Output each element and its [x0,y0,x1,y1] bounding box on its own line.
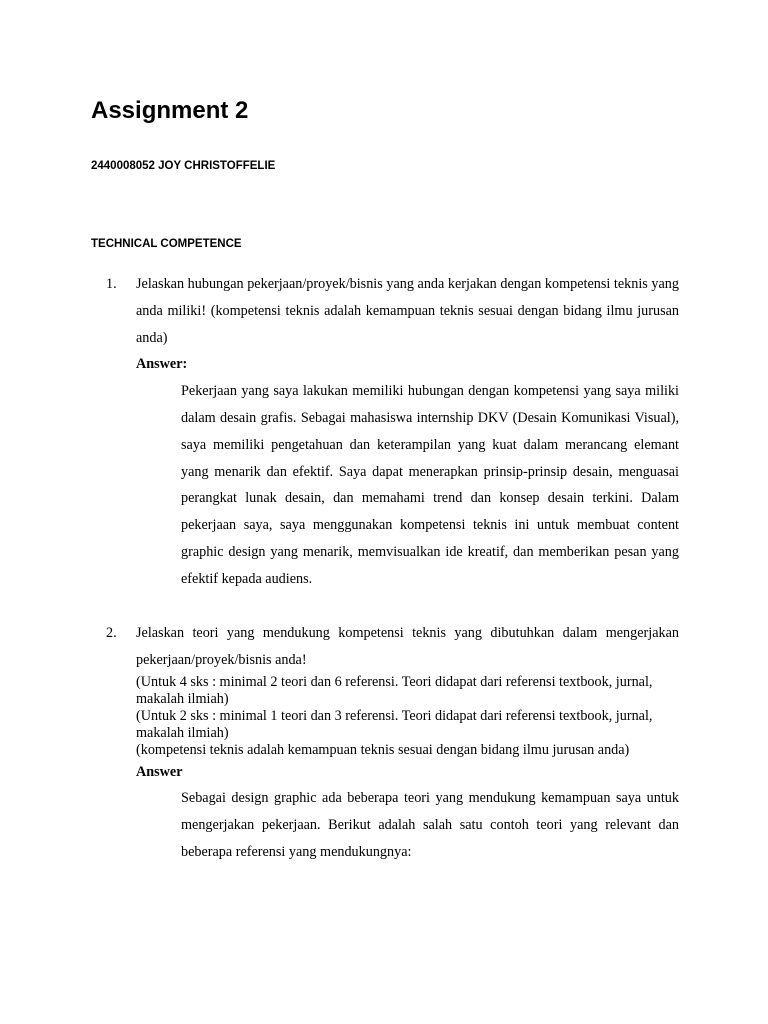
document-title: Assignment 2 [91,97,249,124]
question-number-label: 2. [106,625,117,641]
answer-label: Answer: [136,356,188,373]
question-note: (Untuk 4 sks : minimal 2 teori dan 6 referensi. Teori didapat dari referensi textbook, jurnal, makalah ilmiah) [136,673,653,707]
author-line: 2440008052 JOY CHRISTOFFELIE [91,160,276,172]
question-note: (Untuk 2 sks : minimal 1 teori dan 3 referensi. Teori didapat dari referensi textbook, jurnal, makalah ilmiah) [136,707,653,741]
question-number [91,620,136,674]
question-2 [91,620,681,866]
question-text: Jelaskan hubungan pekerjaan/proyek/bisnis yang anda kerjakan dengan kompetensi teknis yang anda miliki! (kompetensi teknis adalah kemampuan teknis sesuai dengan bidang ilmu jurusan anda) [136,276,679,346]
answer-label: Answer [136,763,183,780]
question-1 [91,271,681,593]
question-note: (kompetensi teknis adalah kemampuan teknis sesuai dengan bidang ilmu jurusan anda) [136,741,630,758]
question-number [91,271,136,351]
answer-text: Sebagai design graphic ada beberapa teori yang mendukung kemampuan saya untuk mengerjakan pekerjaan. Berikut adalah salah satu contoh teori yang relevant dan beberapa referensi yang mendukungnya: [181,790,679,860]
question-number-label: 1. [106,276,117,292]
section-heading: TECHNICAL COMPETENCE [91,238,242,250]
answer-text: Pekerjaan yang saya lakukan memiliki hubungan dengan kompetensi yang saya miliki dalam desain grafis. Sebagai mahasiswa internship DKV (Desain Komunikasi Visual), saya memiliki pengetahuan dan keterampilan yang kuat dalam merancang elemant yang menarik dan efektif. Saya dapat menerapkan prinsip-prinsip desain, menguasai perangkat lunak desain, dan memahami trend dan konsep desain terkini. Dalam pekerjaan saya, saya menggunakan kompetensi teknis ini untuk membuat content graphic design yang menarik, memvisualkan ide kreatif, dan memberikan pesan yang efektif kepada audiens. [181,383,679,587]
question-text: Jelaskan teori yang mendukung kompetensi teknis yang dibutuhkan dalam mengerjakan pekerjaan/proyek/bisnis anda! [136,625,679,668]
